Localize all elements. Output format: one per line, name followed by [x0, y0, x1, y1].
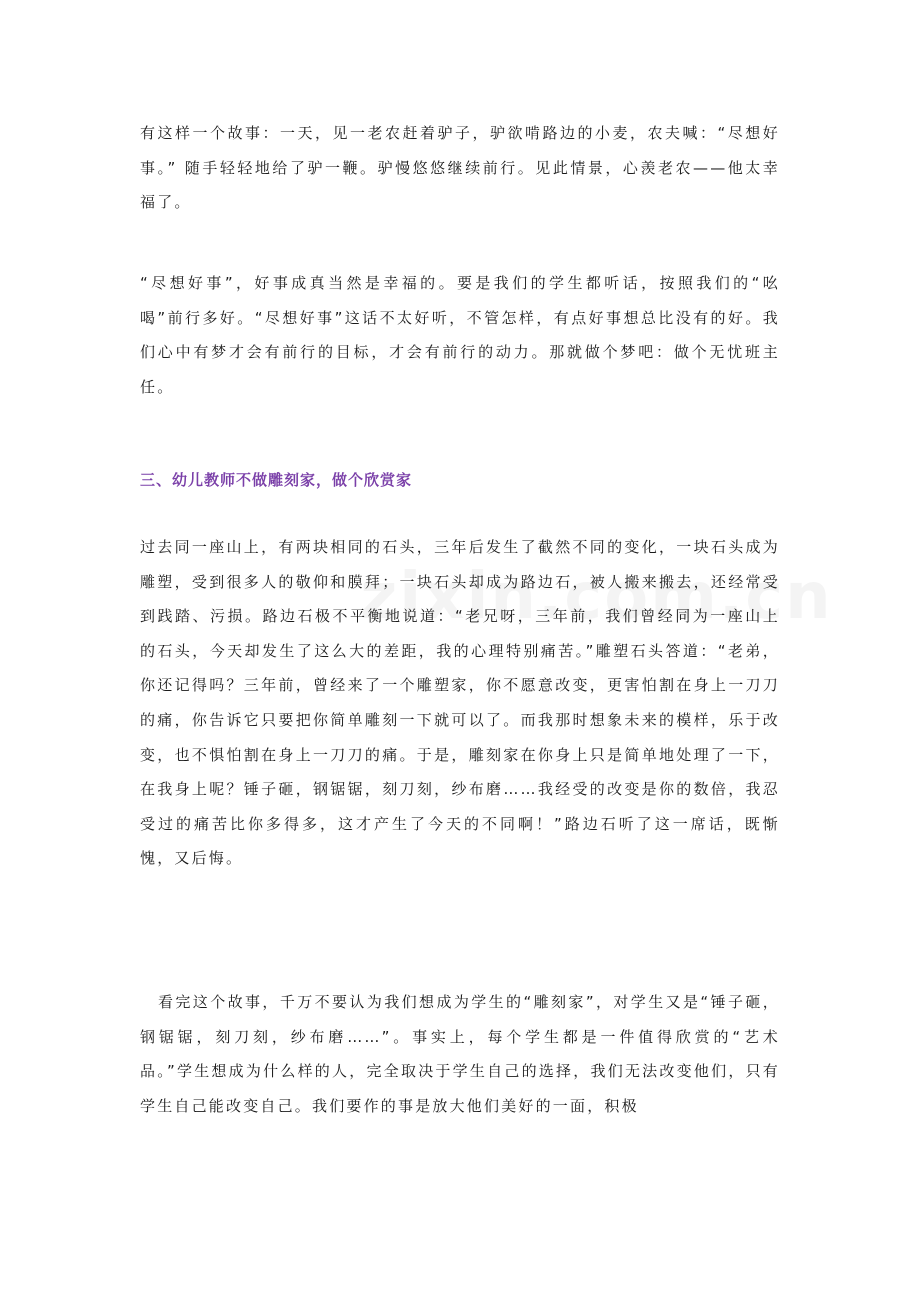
paragraph-reflection: 看完这个故事，千万不要认为我们想成为学生的“雕刻家”，对学生又是“锤子砸，钢锯锯，刻刀刻，纱布磨……”。事实上，每个学生都是一件值得欣赏的“艺术品。”学生想成为什么样的人，完全取决于学生自己的选择，我们无法改变他们，只有学生自己能改变自己。我们要作的事是放大他们美好的一面，积极	[140, 993, 780, 1115]
paragraph-story-donkey: 有这样一个故事：一天，见一老农赶着驴子，驴欲啃路边的小麦，农夫喊：“尽想好事。” 随手轻轻地给了驴一鞭。驴慢悠悠继续前行。见此情景，心羡老农——他太幸福了。	[140, 124, 780, 212]
section-heading: 三、幼儿教师不做雕刻家，做个欣赏家	[140, 471, 413, 489]
paragraph-story-stones: 过去同一座山上，有两块相同的石头，三年后发生了截然不同的变化，一块石头成为雕塑，受到很多人的敬仰和膜拜；一块石头却成为路边石，被人搬来搬去，还经常受到践踏、污损。路边石极不平衡地说道：“老兄呀，三年前，我们曾经同为一座山上的石头，今天却发生了这么大的差距，我的心理特别痛苦。”雕塑石头答道：“老弟，你还记得吗？三年前，曾经来了一个雕塑家，你不愿意改变，更害怕割在身上一刀刀的痛，你告诉它只要把你简单雕刻一下就可以了。而我那时想象未来的模样，乐于改变，也不惧怕割在身上一刀刀的痛。于是，雕刻家在你身上只是简单地处理了一下，在我身上呢？锤子砸，钢锯锯，刻刀刻，纱布磨……我经受的改变是你的数倍，我忍受过的痛苦比你多得多，这才产生了今天的不同啊！”路边石听了这一席话，既惭愧，又后悔。	[140, 538, 780, 868]
paragraph-good-things: “尽想好事”，好事成真当然是幸福的。要是我们的学生都听话，按照我们的“吆喝”前行多好。“尽想好事”这话不太好听，不管怎样，有点好事想总比没有的好。我们心中有梦才会有前行的目标，才会有前行的动力。那就做个梦吧：做个无忧班主任。	[140, 274, 780, 396]
